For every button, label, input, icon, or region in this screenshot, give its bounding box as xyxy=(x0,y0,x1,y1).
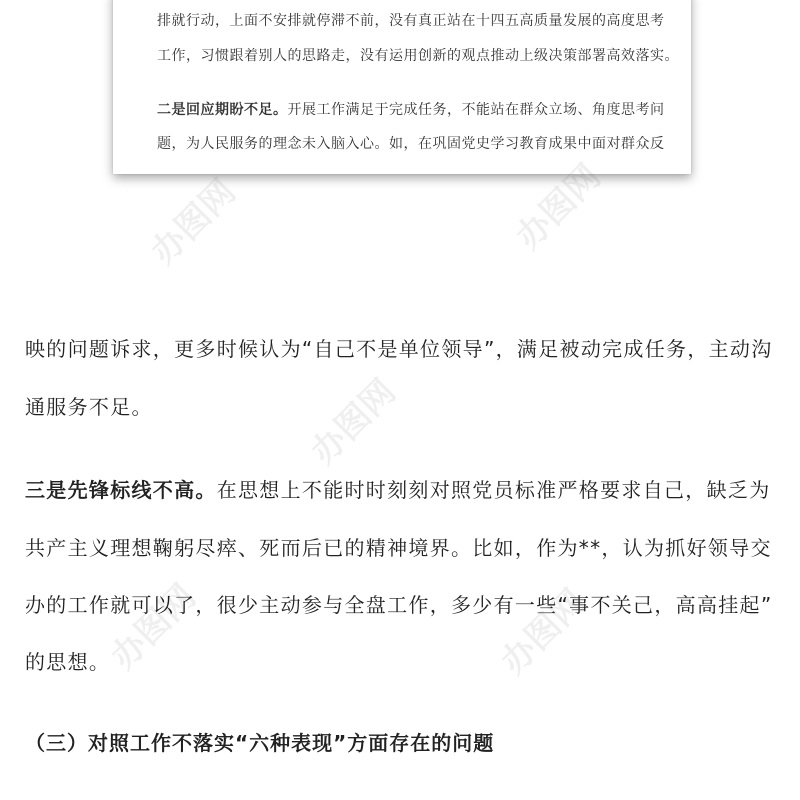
watermark-logo: 办图网 xyxy=(303,371,404,473)
body-line-2: 通服务不足。 xyxy=(25,395,153,419)
quoted-document-card xyxy=(113,0,691,174)
body-line-6: 的思想。 xyxy=(25,650,111,674)
body-line-4: 共产主义理想鞠躬尽瘁、死而后已的精神境界。比如，作为**，认为抓好领导交 xyxy=(25,536,772,560)
card-line-3: 二是回应期盼不足。开展工作满足于完成任务，不能站在群众立场、角度思考问 xyxy=(157,102,665,118)
card-point-heading: 二是回应期盼不足。 xyxy=(157,102,288,118)
card-line-4: 题，为人民服务的理念未入脑入心。如，在巩固党史学习教育成果中面对群众反 xyxy=(157,136,665,152)
watermark-logo: 办图网 xyxy=(493,581,594,683)
body-line-1: 映的问题诉求，更多时候认为“自己不是单位领导”，满足被动完成任务，主动沟 xyxy=(25,337,773,361)
card-line-2: 工作，习惯跟着别人的思路走，没有运用创新的观点推动上级决策部署高效落实。 xyxy=(157,48,679,64)
body-line-5: 办的工作就可以了，很少主动参与全盘工作，多少有一些“事不关己，高高挂起” xyxy=(25,593,773,617)
watermark-logo: 办图网 xyxy=(508,156,609,258)
card-line-1: 排就行动，上面不安排就停滞不前，没有真正站在十四五高质量发展的高度思考 xyxy=(157,13,665,29)
body-line-3: 三是先锋标线不高。在思想上不能时时刻刻对照党员标准严格要求自己，缺乏为 xyxy=(25,478,771,502)
point-heading: 三是先锋标线不高。 xyxy=(25,478,217,502)
watermark-logo: 办图网 xyxy=(143,171,244,273)
watermark-logo: 办图网 xyxy=(103,576,204,678)
section-heading: （三）对照工作不落实“六种表现”方面存在的问题 xyxy=(25,731,495,755)
